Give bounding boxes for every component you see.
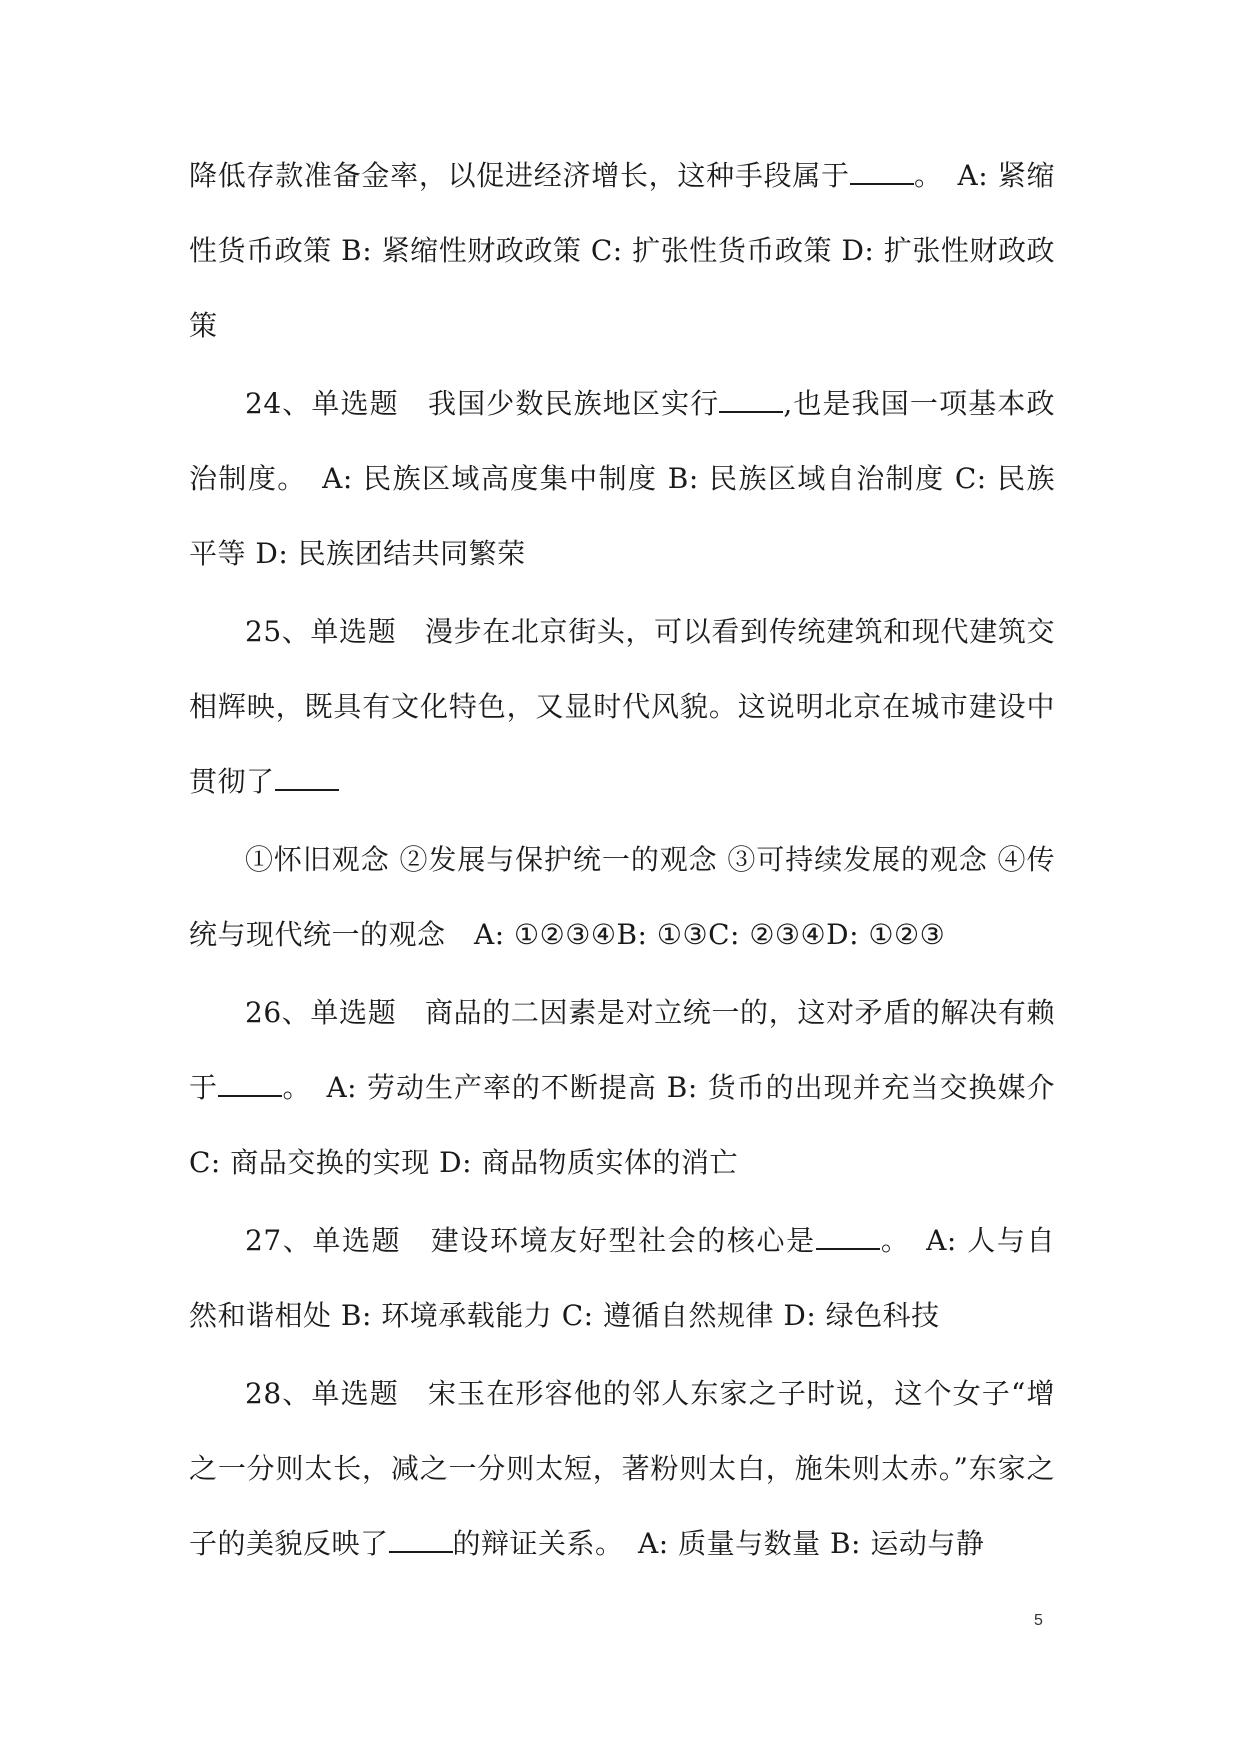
question-paragraph [189,366,1055,591]
text-segment: 26、单选题 商品的二因素是对立统一的，这对矛盾的解决有赖于 [189,996,1055,1104]
text-segment: 。 A: 紧缩性货币政策 B: 紧缩性财政政策 C: 扩张性货币政策 D: 扩张性财政政策 [189,159,1055,342]
question-paragraph [189,975,1055,1200]
text-segment: ,也是我国一项基本政治制度。 A: 民族区域高度集中制度 B: 民族区域自治制度 C: 民族平等 D: 民族团结共同繁荣 [189,387,1055,570]
text-segment: ①怀旧观念 ②发展与保护统一的观念 ③可持续发展的观念 ④传统与现代统一的观念 A: ①②③④B: ①③C: ②③④D: ①②③ [189,843,1055,951]
answer-blank [850,161,914,185]
question-paragraph [189,594,1055,819]
text-segment: 的辩证关系。 A: 质量与数量 B: 运动与静 [452,1527,985,1560]
question-paragraph [189,1356,1055,1581]
page-number: 5 [1034,1612,1043,1629]
page-body [189,138,1055,1584]
text-paragraph [189,138,1055,363]
text-segment: 24、单选题 我国少数民族地区实行 [245,387,720,420]
answer-blank [389,1529,453,1553]
answer-blank [218,1073,282,1097]
text-segment: 25、单选题 漫步在北京街头，可以看到传统建筑和现代建筑交相辉映，既具有文化特色，又显时代风貌。这说明北京在城市建设中贯彻了 [189,615,1055,798]
question-paragraph [189,1203,1055,1353]
text-segment: 。 A: 劳动生产率的不断提高 B: 货币的出现并充当交换媒介 C: 商品交换的实现 D: 商品物质实体的消亡 [189,1071,1055,1179]
answer-blank [816,1226,880,1250]
answer-blank [719,389,783,413]
text-paragraph [189,822,1055,972]
text-segment: 28、单选题 宋玉在形容他的邻人东家之子时说，这个女子“增之一分则太长，减之一分则太短，著粉则太白，施朱则太赤。”东家之子的美貌反映了 [189,1377,1055,1560]
text-segment: 。 A: 人与自然和谐相处 B: 环境承载能力 C: 遵循自然规律 D: 绿色科技 [189,1224,1055,1332]
answer-blank [275,767,339,791]
text-segment: 降低存款准备金率，以促进经济增长，这种手段属于 [189,159,850,192]
text-segment: 27、单选题 建设环境友好型社会的核心是 [245,1224,816,1257]
